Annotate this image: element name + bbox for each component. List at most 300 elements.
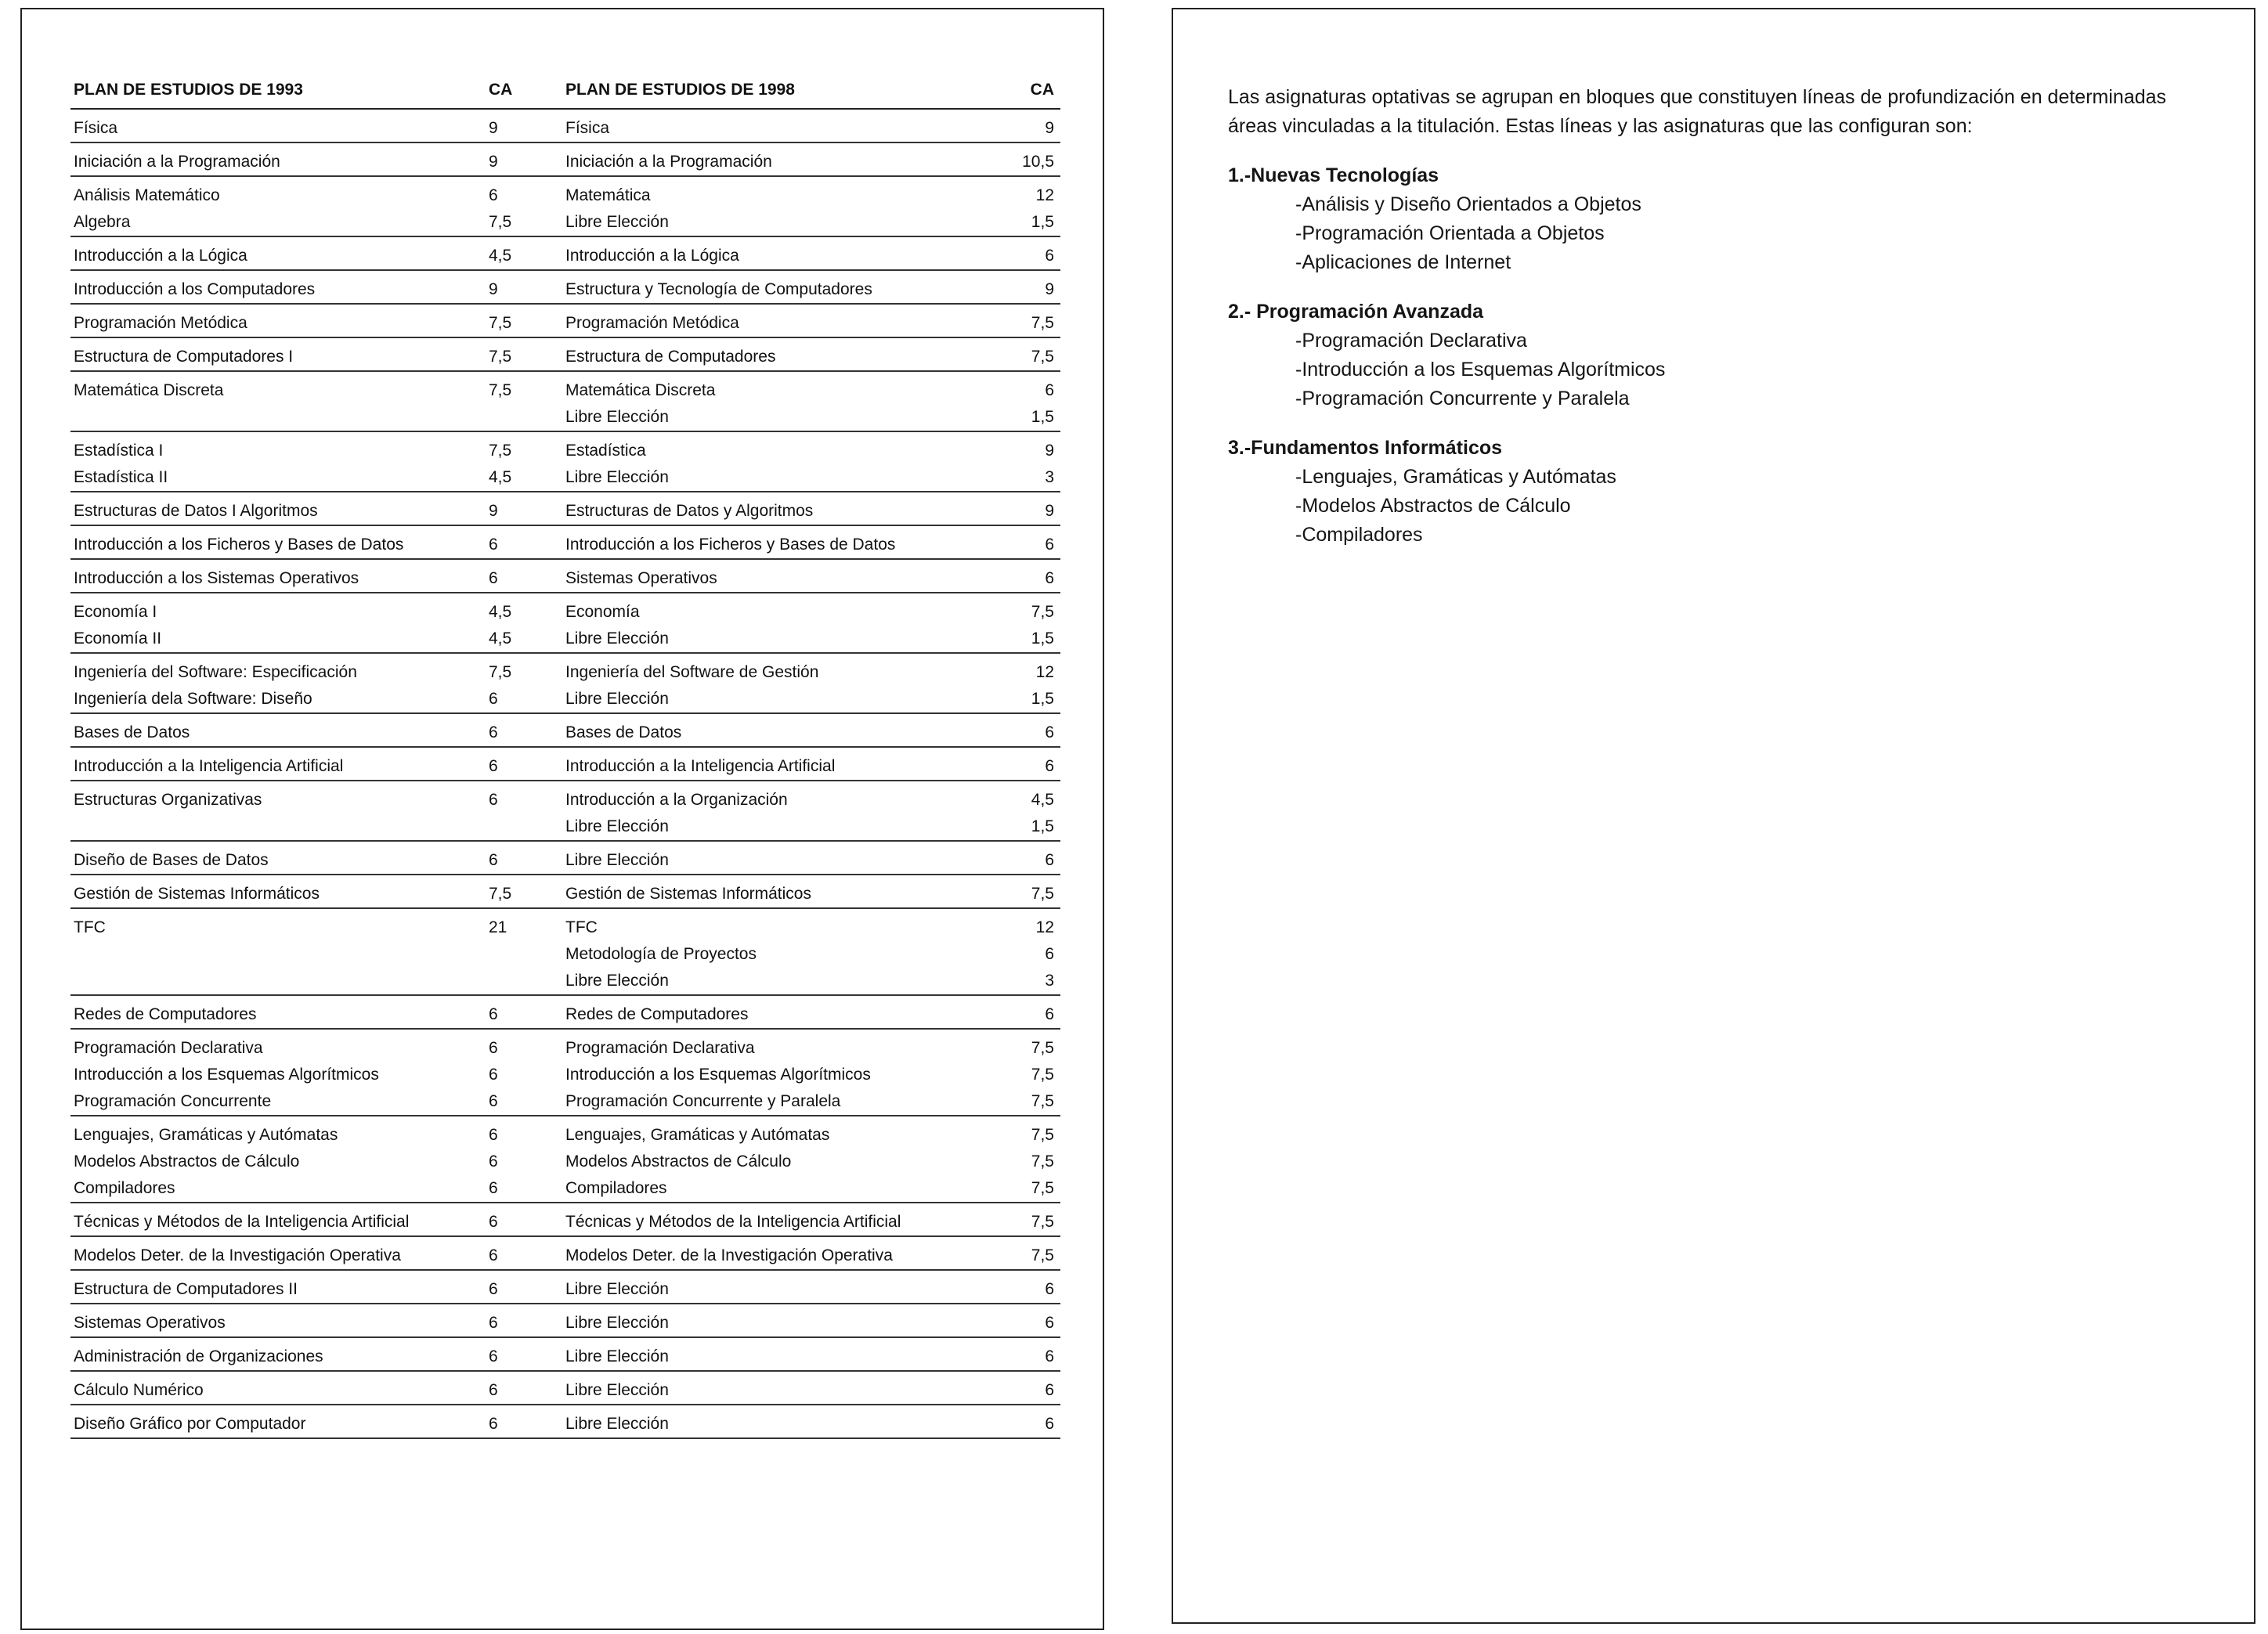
old-ca-cell	[482, 431, 562, 492]
credits-value: 1,5	[1031, 213, 1054, 231]
credits-value: 9	[489, 153, 498, 171]
new-ca-cell	[1002, 1337, 1060, 1371]
new-course-cell	[562, 908, 1002, 995]
course-name: Estructuras de Datos I Algoritmos	[74, 502, 318, 520]
table-row	[70, 908, 1060, 995]
new-course-cell	[562, 142, 1002, 176]
course-name: Programación Concurrente	[74, 1092, 272, 1110]
credits-value: 7,5	[1031, 1179, 1054, 1197]
table-row	[70, 1405, 1060, 1438]
course-name: Gestión de Sistemas Informáticos	[565, 885, 811, 903]
course-name: Lenguajes, Gramáticas y Autómatas	[74, 1126, 338, 1144]
table-row	[70, 1270, 1060, 1304]
course-name: Matemática Discreta	[74, 381, 224, 399]
new-ca-cell	[1002, 841, 1060, 875]
table-row-group	[70, 713, 1060, 747]
old-ca-cell	[482, 1203, 562, 1236]
new-course-cell	[562, 371, 1002, 431]
old-course-cell	[70, 431, 482, 492]
credits-value: 6	[1045, 1314, 1054, 1332]
table-row	[70, 747, 1060, 781]
credits-value: 1,5	[1031, 629, 1054, 647]
course-name: Libre Elección	[565, 851, 669, 869]
credits-value: 6	[489, 1039, 498, 1057]
course-name: TFC	[565, 918, 598, 936]
course-name: Libre Elección	[565, 408, 669, 426]
course-name: Estadística	[565, 442, 646, 460]
table-row-group	[70, 1371, 1060, 1405]
table-row	[70, 781, 1060, 841]
credits-value: 7,5	[1031, 314, 1054, 332]
course-name: Libre Elección	[565, 1280, 669, 1298]
new-ca-cell	[1002, 371, 1060, 431]
old-course-cell	[70, 236, 482, 270]
new-ca-cell	[1002, 1029, 1060, 1116]
optativa-block	[1228, 434, 2191, 550]
course-name: Libre Elección	[565, 1314, 669, 1332]
credits-value: 7,5	[489, 381, 512, 399]
optativa-block	[1228, 161, 2191, 277]
old-ca-cell	[482, 593, 562, 653]
credits-value: 6	[1045, 723, 1054, 741]
course-name: Economía I	[74, 603, 157, 621]
block-course-list	[1228, 326, 2191, 413]
old-ca-cell	[482, 875, 562, 908]
course-name: Física	[565, 119, 610, 137]
course-name: Algebra	[74, 213, 131, 231]
new-ca-cell	[1002, 1116, 1060, 1203]
old-ca-cell	[482, 109, 562, 142]
course-name: Libre Elección	[565, 972, 669, 990]
credits-value: 7,5	[1031, 1152, 1054, 1170]
new-ca-cell	[1002, 593, 1060, 653]
credits-value: 4,5	[489, 629, 512, 647]
old-ca-cell	[482, 1029, 562, 1116]
course-name: Gestión de Sistemas Informáticos	[74, 885, 320, 903]
old-ca-cell	[482, 653, 562, 713]
old-ca-cell	[482, 747, 562, 781]
old-ca-cell	[482, 559, 562, 593]
table-row-group	[70, 875, 1060, 908]
course-name: Sistemas Operativos	[74, 1314, 226, 1332]
new-course-cell	[562, 1304, 1002, 1337]
new-course-cell	[562, 1405, 1002, 1438]
table-row-group	[70, 653, 1060, 713]
credits-value: 6	[489, 1246, 498, 1264]
table-row-group	[70, 995, 1060, 1029]
table-row	[70, 371, 1060, 431]
credits-value: 6	[489, 1280, 498, 1298]
old-course-cell	[70, 653, 482, 713]
credits-value: 6	[489, 569, 498, 587]
table-row-group	[70, 142, 1060, 176]
table-row	[70, 431, 1060, 492]
table-row	[70, 1236, 1060, 1270]
course-name: Libre Elección	[565, 1381, 669, 1399]
credits-value: 7,5	[1031, 1092, 1054, 1110]
block-title: 1.-Nuevas Tecnologías	[1228, 164, 1439, 186]
course-name: Libre Elección	[565, 1415, 669, 1433]
right-page	[1172, 8, 2255, 1624]
credits-value: 9	[489, 502, 498, 520]
table-row-group	[70, 1337, 1060, 1371]
credits-value: 7,5	[489, 314, 512, 332]
left-page	[20, 8, 1104, 1630]
old-course-cell	[70, 995, 482, 1029]
old-ca-cell	[482, 1236, 562, 1270]
credits-value: 3	[1045, 468, 1054, 486]
new-ca-cell	[1002, 747, 1060, 781]
course-name: Estructuras Organizativas	[74, 791, 262, 809]
credits-value: 7,5	[1031, 1066, 1054, 1084]
old-ca-cell	[482, 1371, 562, 1405]
course-name: Libre Elección	[565, 690, 669, 708]
course-name: Programación Declarativa	[565, 1039, 755, 1057]
table-row	[70, 593, 1060, 653]
credits-value: 7,5	[1031, 348, 1054, 366]
credits-value: 6	[489, 1415, 498, 1433]
course-name: Libre Elección	[565, 213, 669, 231]
old-course-cell	[70, 1236, 482, 1270]
new-course-cell	[562, 995, 1002, 1029]
credits-value: 6	[489, 536, 498, 554]
credits-value: 12	[1035, 186, 1054, 204]
course-name: Introducción a la Inteligencia Artificial	[74, 757, 344, 775]
credits-value: 6	[1045, 1280, 1054, 1298]
table-row	[70, 176, 1060, 236]
new-ca-cell	[1002, 236, 1060, 270]
course-name: Introducción a los Esquemas Algorítmicos	[565, 1066, 871, 1084]
old-course-cell	[70, 1116, 482, 1203]
course-name: Libre Elección	[565, 1347, 669, 1365]
block-course-item: -Programación Declarativa	[1295, 330, 1527, 352]
new-ca-cell	[1002, 142, 1060, 176]
course-name: Modelos Deter. de la Investigación Operativa	[565, 1246, 893, 1264]
new-ca-cell	[1002, 995, 1060, 1029]
credits-value: 6	[489, 1179, 498, 1197]
old-course-cell	[70, 492, 482, 525]
course-name: Introducción a los Esquemas Algorítmicos	[74, 1066, 379, 1084]
credits-value: 6	[489, 186, 498, 204]
course-name: Programación Metódica	[565, 314, 739, 332]
credits-value: 6	[489, 757, 498, 775]
course-name: Introducción a los Computadores	[74, 280, 316, 298]
credits-value: 6	[489, 1381, 498, 1399]
old-course-cell	[70, 270, 482, 304]
new-course-cell	[562, 781, 1002, 841]
course-name: Matemática Discreta	[565, 381, 716, 399]
course-name: Metodología de Proyectos	[565, 945, 757, 963]
course-name: Programación Concurrente y Paralela	[565, 1092, 841, 1110]
table-row-group	[70, 1405, 1060, 1438]
old-course-cell	[70, 593, 482, 653]
new-ca-cell	[1002, 337, 1060, 371]
credits-value: 6	[1045, 757, 1054, 775]
credits-value: 6	[489, 1314, 498, 1332]
course-name: Ingeniería dela Software: Diseño	[74, 690, 312, 708]
credits-value: 7,5	[1031, 1213, 1054, 1231]
table-row	[70, 337, 1060, 371]
table-row-group	[70, 304, 1060, 337]
course-name: Compiladores	[74, 1179, 175, 1197]
course-name: Economía	[565, 603, 640, 621]
course-name: Ingeniería del Software de Gestión	[565, 663, 819, 681]
table-row	[70, 713, 1060, 747]
new-ca-cell	[1002, 1304, 1060, 1337]
new-course-cell	[562, 713, 1002, 747]
new-ca-cell	[1002, 1203, 1060, 1236]
table-row-group	[70, 781, 1060, 841]
old-ca-cell	[482, 142, 562, 176]
table-row-group	[70, 1029, 1060, 1116]
new-course-cell	[562, 593, 1002, 653]
old-course-cell	[70, 747, 482, 781]
new-ca-cell	[1002, 1236, 1060, 1270]
credits-value: 4,5	[489, 603, 512, 621]
course-name: Modelos Deter. de la Investigación Operativa	[74, 1246, 401, 1264]
credits-value: 6	[1045, 851, 1054, 869]
credits-value: 6	[1045, 381, 1054, 399]
course-name: Introducción a la Inteligencia Artificial	[565, 757, 836, 775]
credits-value: 6	[1045, 1415, 1054, 1433]
table-row	[70, 875, 1060, 908]
old-ca-cell	[482, 270, 562, 304]
course-name: Programación Metódica	[74, 314, 247, 332]
table-row	[70, 270, 1060, 304]
new-ca-cell	[1002, 908, 1060, 995]
old-ca-cell	[482, 1304, 562, 1337]
old-ca-cell	[482, 525, 562, 559]
new-ca-cell	[1002, 875, 1060, 908]
credits-value: 6	[1045, 569, 1054, 587]
course-name: Modelos Abstractos de Cálculo	[74, 1152, 300, 1170]
new-ca-cell	[1002, 1270, 1060, 1304]
course-name: Modelos Abstractos de Cálculo	[565, 1152, 792, 1170]
course-name: Sistemas Operativos	[565, 569, 717, 587]
new-course-cell	[562, 1116, 1002, 1203]
table-row	[70, 653, 1060, 713]
credits-value: 6	[489, 1213, 498, 1231]
credits-value: 3	[1045, 972, 1054, 990]
optativas-section	[1228, 83, 2191, 550]
course-name: Estadística II	[74, 468, 168, 486]
table-row-group	[70, 431, 1060, 492]
credits-value: 6	[489, 1152, 498, 1170]
old-ca-cell	[482, 1116, 562, 1203]
course-name: Programación Declarativa	[74, 1039, 263, 1057]
old-course-cell	[70, 1337, 482, 1371]
new-course-cell	[562, 653, 1002, 713]
credits-value: 6	[1045, 1005, 1054, 1023]
old-course-cell	[70, 1405, 482, 1438]
table-row-group	[70, 270, 1060, 304]
course-name: TFC	[74, 918, 106, 936]
new-ca-cell	[1002, 713, 1060, 747]
new-course-cell	[562, 525, 1002, 559]
course-name: Estructura de Computadores	[565, 348, 776, 366]
old-ca-cell	[482, 492, 562, 525]
course-name: Iniciación a la Programación	[74, 153, 280, 171]
course-name: Física	[74, 119, 118, 137]
table-row-group	[70, 492, 1060, 525]
old-ca-cell	[482, 371, 562, 431]
new-ca-cell	[1002, 653, 1060, 713]
table-row	[70, 236, 1060, 270]
credits-value: 9	[489, 280, 498, 298]
credits-value: 4,5	[1031, 791, 1054, 809]
credits-value: 6	[1045, 1347, 1054, 1365]
new-course-cell	[562, 337, 1002, 371]
table-row	[70, 1029, 1060, 1116]
block-course-item: -Programación Orientada a Objetos	[1295, 222, 1605, 244]
credits-value: 6	[489, 851, 498, 869]
block-course-list	[1228, 463, 2191, 550]
new-course-cell	[562, 1371, 1002, 1405]
table-row-group	[70, 1270, 1060, 1304]
old-course-cell	[70, 142, 482, 176]
credits-value: 7,5	[489, 213, 512, 231]
equivalence-table	[70, 77, 1060, 1439]
table-row	[70, 559, 1060, 593]
course-name: Introducción a los Ficheros y Bases de Datos	[74, 536, 404, 554]
credits-value: 10,5	[1022, 153, 1054, 171]
course-name: Técnicas y Métodos de la Inteligencia Artificial	[565, 1213, 901, 1231]
old-course-cell	[70, 1203, 482, 1236]
course-name: Diseño Gráfico por Computador	[74, 1415, 306, 1433]
table-row-group	[70, 371, 1060, 431]
course-name: Introducción a la Organización	[565, 791, 788, 809]
course-name: Estructura de Computadores II	[74, 1280, 298, 1298]
table-row-group	[70, 525, 1060, 559]
credits-value: 6	[489, 1126, 498, 1144]
old-course-cell	[70, 1029, 482, 1116]
old-ca-cell	[482, 1337, 562, 1371]
new-ca-cell	[1002, 431, 1060, 492]
credits-value: 9	[1045, 442, 1054, 460]
credits-value: 1,5	[1031, 408, 1054, 426]
course-name: Estructura y Tecnología de Computadores	[565, 280, 872, 298]
old-course-cell	[70, 337, 482, 371]
credits-value: 6	[1045, 247, 1054, 265]
course-name: Introducción a la Lógica	[74, 247, 247, 265]
course-name: Libre Elección	[565, 629, 669, 647]
table-row-group	[70, 1304, 1060, 1337]
new-course-cell	[562, 1270, 1002, 1304]
new-ca-cell	[1002, 109, 1060, 142]
credits-value: 9	[1045, 119, 1054, 137]
credits-value: 6	[489, 690, 498, 708]
course-name: Introducción a los Ficheros y Bases de Datos	[565, 536, 896, 554]
credits-value: 6	[489, 1092, 498, 1110]
table-row-group	[70, 908, 1060, 995]
table-row-group	[70, 1203, 1060, 1236]
credits-value: 12	[1035, 918, 1054, 936]
course-name: Libre Elección	[565, 468, 669, 486]
new-course-cell	[562, 236, 1002, 270]
new-course-cell	[562, 559, 1002, 593]
credits-value: 6	[489, 723, 498, 741]
table-row-group	[70, 1116, 1060, 1203]
block-course-list	[1228, 190, 2191, 277]
table-row	[70, 304, 1060, 337]
new-ca-header: CA	[1002, 77, 1060, 109]
new-course-cell	[562, 109, 1002, 142]
course-name: Redes de Computadores	[565, 1005, 749, 1023]
table-row	[70, 142, 1060, 176]
course-name: Iniciación a la Programación	[565, 153, 772, 171]
old-course-cell	[70, 176, 482, 236]
credits-value: 4,5	[489, 247, 512, 265]
block-course-item: -Introducción a los Esquemas Algorítmicos	[1295, 359, 1666, 381]
course-name: Técnicas y Métodos de la Inteligencia Artificial	[74, 1213, 410, 1231]
new-course-cell	[562, 875, 1002, 908]
credits-value: 9	[1045, 502, 1054, 520]
credits-value: 21	[489, 918, 507, 936]
credits-value: 7,5	[489, 348, 512, 366]
table-row-group	[70, 176, 1060, 236]
course-name: Bases de Datos	[74, 723, 190, 741]
credits-value: 7,5	[1031, 603, 1054, 621]
table-row	[70, 1371, 1060, 1405]
new-course-cell	[562, 1236, 1002, 1270]
old-ca-cell	[482, 304, 562, 337]
table-row-group	[70, 109, 1060, 142]
credits-value: 7,5	[489, 885, 512, 903]
course-name: Redes de Computadores	[74, 1005, 257, 1023]
credits-value: 6	[489, 791, 498, 809]
credits-value: 7,5	[489, 663, 512, 681]
credits-value: 7,5	[1031, 885, 1054, 903]
old-course-cell	[70, 1270, 482, 1304]
old-course-cell	[70, 371, 482, 431]
table-row	[70, 841, 1060, 875]
table-row	[70, 492, 1060, 525]
old-plan-header: PLAN DE ESTUDIOS DE 1993	[70, 77, 482, 109]
credits-value: 9	[489, 119, 498, 137]
course-name: Lenguajes, Gramáticas y Autómatas	[565, 1126, 830, 1144]
new-ca-cell	[1002, 492, 1060, 525]
new-course-cell	[562, 304, 1002, 337]
new-course-cell	[562, 1337, 1002, 1371]
credits-value: 9	[1045, 280, 1054, 298]
old-ca-header: CA	[482, 77, 562, 109]
table-row-group	[70, 841, 1060, 875]
course-name: Cálculo Numérico	[74, 1381, 204, 1399]
course-name: Compiladores	[565, 1179, 667, 1197]
new-ca-cell	[1002, 176, 1060, 236]
table-row-group	[70, 747, 1060, 781]
block-course-item: -Análisis y Diseño Orientados a Objetos	[1295, 193, 1641, 215]
course-name: Libre Elección	[565, 817, 669, 835]
new-course-cell	[562, 1029, 1002, 1116]
table-row-group	[70, 236, 1060, 270]
table-row	[70, 995, 1060, 1029]
old-ca-cell	[482, 176, 562, 236]
table-row	[70, 1116, 1060, 1203]
block-title: 3.-Fundamentos Informáticos	[1228, 437, 1503, 459]
old-ca-cell	[482, 337, 562, 371]
block-course-item: -Lenguajes, Gramáticas y Autómatas	[1295, 466, 1616, 488]
table-row	[70, 525, 1060, 559]
old-course-cell	[70, 109, 482, 142]
new-ca-cell	[1002, 559, 1060, 593]
credits-value: 1,5	[1031, 690, 1054, 708]
course-name: Matemática	[565, 186, 651, 204]
table-row-group	[70, 337, 1060, 371]
table-row	[70, 1304, 1060, 1337]
course-name: Análisis Matemático	[74, 186, 220, 204]
block-course-item: -Modelos Abstractos de Cálculo	[1295, 495, 1571, 517]
